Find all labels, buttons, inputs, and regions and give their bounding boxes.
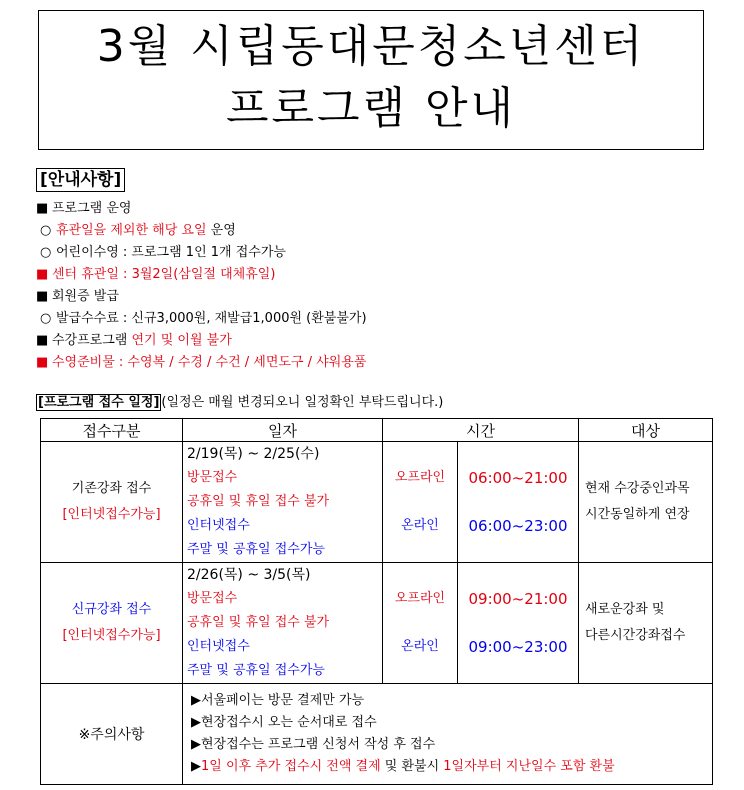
notice-item bbox=[36, 220, 716, 242]
caution-text: 및 환불시 bbox=[380, 759, 444, 774]
square-bullet-icon: ■ bbox=[36, 333, 49, 348]
visit-note: 공휴일 및 휴일 접수 불가 bbox=[187, 615, 330, 630]
notice-heading: [안내사항] bbox=[36, 168, 125, 192]
column-header: 대상 bbox=[579, 419, 713, 442]
time-row bbox=[383, 514, 578, 538]
schedule-note: (일정은 매월 변경되오니 일정확인 부탁드립니다.) bbox=[161, 395, 444, 410]
notice-section bbox=[36, 168, 716, 374]
notice-text: 프로그램 운영 bbox=[52, 201, 132, 216]
title-box bbox=[38, 10, 704, 150]
caution-list bbox=[183, 684, 713, 785]
square-bullet-icon: ■ bbox=[36, 355, 49, 370]
category-cell bbox=[41, 442, 183, 563]
category-label: 기존강좌 접수 bbox=[71, 481, 152, 496]
column-header: 시간 bbox=[383, 419, 579, 442]
notice-item bbox=[36, 198, 716, 220]
square-bullet-icon: ■ bbox=[36, 201, 49, 216]
table-row bbox=[41, 563, 713, 684]
caution-item: ▶현장접수시 오는 순서대로 접수 bbox=[191, 715, 377, 730]
arrow-icon: ▶ bbox=[191, 759, 201, 774]
category-label: 신규강좌 접수 bbox=[71, 602, 152, 617]
time-row bbox=[383, 635, 578, 659]
online-label: 인터넷접수 bbox=[187, 639, 250, 654]
date-range: 2/19(목) ~ 2/25(수) bbox=[187, 446, 320, 462]
time-cell bbox=[383, 442, 579, 563]
online-time: 09:00~23:00 bbox=[457, 635, 578, 659]
schedule-table bbox=[40, 418, 713, 785]
offline-label: 오프라인 bbox=[394, 470, 446, 485]
column-header: 일자 bbox=[183, 419, 383, 442]
time-spacer bbox=[383, 659, 578, 683]
notice-item bbox=[36, 264, 716, 286]
target-cell bbox=[579, 442, 713, 563]
time-row bbox=[383, 587, 578, 611]
visit-note: 공휴일 및 휴일 접수 불가 bbox=[187, 494, 330, 509]
table-row bbox=[41, 442, 713, 563]
square-bullet-icon: ■ bbox=[36, 267, 49, 282]
online-channel-label: 온라인 bbox=[401, 518, 439, 533]
caution-item bbox=[191, 756, 712, 778]
notice-text: 수강프로그램 bbox=[52, 333, 132, 348]
online-note: 주말 및 공휴일 접수가능 bbox=[187, 542, 325, 557]
notice-text-red: 수영준비물 : 수영복 / 수경 / 수건 / 세면도구 / 샤워용품 bbox=[52, 355, 367, 370]
time-row bbox=[383, 466, 578, 490]
notice-item bbox=[36, 352, 716, 374]
offline-label: 오프라인 bbox=[394, 591, 446, 606]
category-cell bbox=[41, 563, 183, 684]
table-header-row bbox=[41, 419, 713, 442]
category-sub: [인터넷접수가능] bbox=[62, 507, 161, 522]
caution-item: ▶현장접수는 프로그램 신청서 작성 후 접수 bbox=[191, 737, 436, 752]
caution-text-red: 1일자부터 지난일수 포함 환불 bbox=[443, 759, 615, 774]
time-spacer bbox=[383, 442, 578, 466]
schedule-heading: [프로그램 접수 일정] bbox=[38, 395, 160, 410]
notice-text: 회원증 발급 bbox=[52, 289, 119, 304]
time-spacer bbox=[383, 538, 578, 562]
circle-bullet-icon: ○ bbox=[40, 311, 52, 326]
schedule-heading-row bbox=[36, 391, 443, 410]
target-text: 새로운강좌 및 bbox=[585, 602, 665, 617]
caution-label: ※주의사항 bbox=[41, 684, 183, 785]
date-range: 2/26(목) ~ 3/5(목) bbox=[187, 567, 311, 583]
page-title: 3월 시립동대문청소년센터 bbox=[96, 21, 646, 72]
notice-text: 어린이수영 : 프로그램 1인 1개 접수가능 bbox=[56, 245, 286, 260]
notice-item bbox=[36, 330, 716, 352]
visit-label: 방문접수 bbox=[187, 591, 238, 606]
online-note: 주말 및 공휴일 접수가능 bbox=[187, 663, 325, 678]
caution-text-red: 1일 이후 추가 접수시 전액 결제 bbox=[201, 759, 381, 774]
online-time: 06:00~23:00 bbox=[457, 514, 578, 538]
time-spacer bbox=[383, 490, 578, 514]
caution-row bbox=[41, 684, 713, 785]
column-header: 접수구분 bbox=[41, 419, 183, 442]
notice-list bbox=[36, 198, 716, 374]
offline-time: 06:00~21:00 bbox=[457, 466, 578, 490]
target-text: 시간동일하게 연장 bbox=[585, 507, 690, 522]
notice-item bbox=[36, 242, 716, 264]
notice-text: 발급수수료 : 신규3,000원, 재발급1,000원 (환불불가) bbox=[56, 311, 367, 326]
target-text: 다른시간강좌접수 bbox=[585, 628, 686, 643]
notice-text-red: 휴관일을 제외한 해당 요일 bbox=[56, 223, 207, 238]
date-cell bbox=[183, 442, 383, 563]
category-sub: [인터넷접수가능] bbox=[62, 628, 161, 643]
date-cell bbox=[183, 563, 383, 684]
notice-item bbox=[36, 308, 716, 330]
square-bullet-icon: ■ bbox=[36, 289, 49, 304]
notice-item bbox=[36, 286, 716, 308]
notice-text: 운영 bbox=[206, 223, 236, 238]
time-spacer bbox=[383, 563, 578, 587]
target-cell bbox=[579, 563, 713, 684]
time-cell bbox=[383, 563, 579, 684]
notice-text-red: 센터 휴관일 : 3월2일(삼일절 대체휴일) bbox=[52, 267, 276, 282]
time-spacer bbox=[383, 611, 578, 635]
offline-time: 09:00~21:00 bbox=[457, 587, 578, 611]
target-text: 현재 수강중인과목 bbox=[585, 481, 690, 496]
circle-bullet-icon: ○ bbox=[40, 223, 52, 238]
circle-bullet-icon: ○ bbox=[40, 245, 52, 260]
notice-text-red: 연기 및 이월 불가 bbox=[131, 333, 232, 348]
page-subtitle: 프로그램 안내 bbox=[225, 83, 516, 134]
online-label: 인터넷접수 bbox=[187, 518, 250, 533]
caution-item: ▶서울페이는 방문 결제만 가능 bbox=[191, 693, 365, 708]
online-channel-label: 온라인 bbox=[401, 639, 439, 654]
visit-label: 방문접수 bbox=[187, 470, 238, 485]
